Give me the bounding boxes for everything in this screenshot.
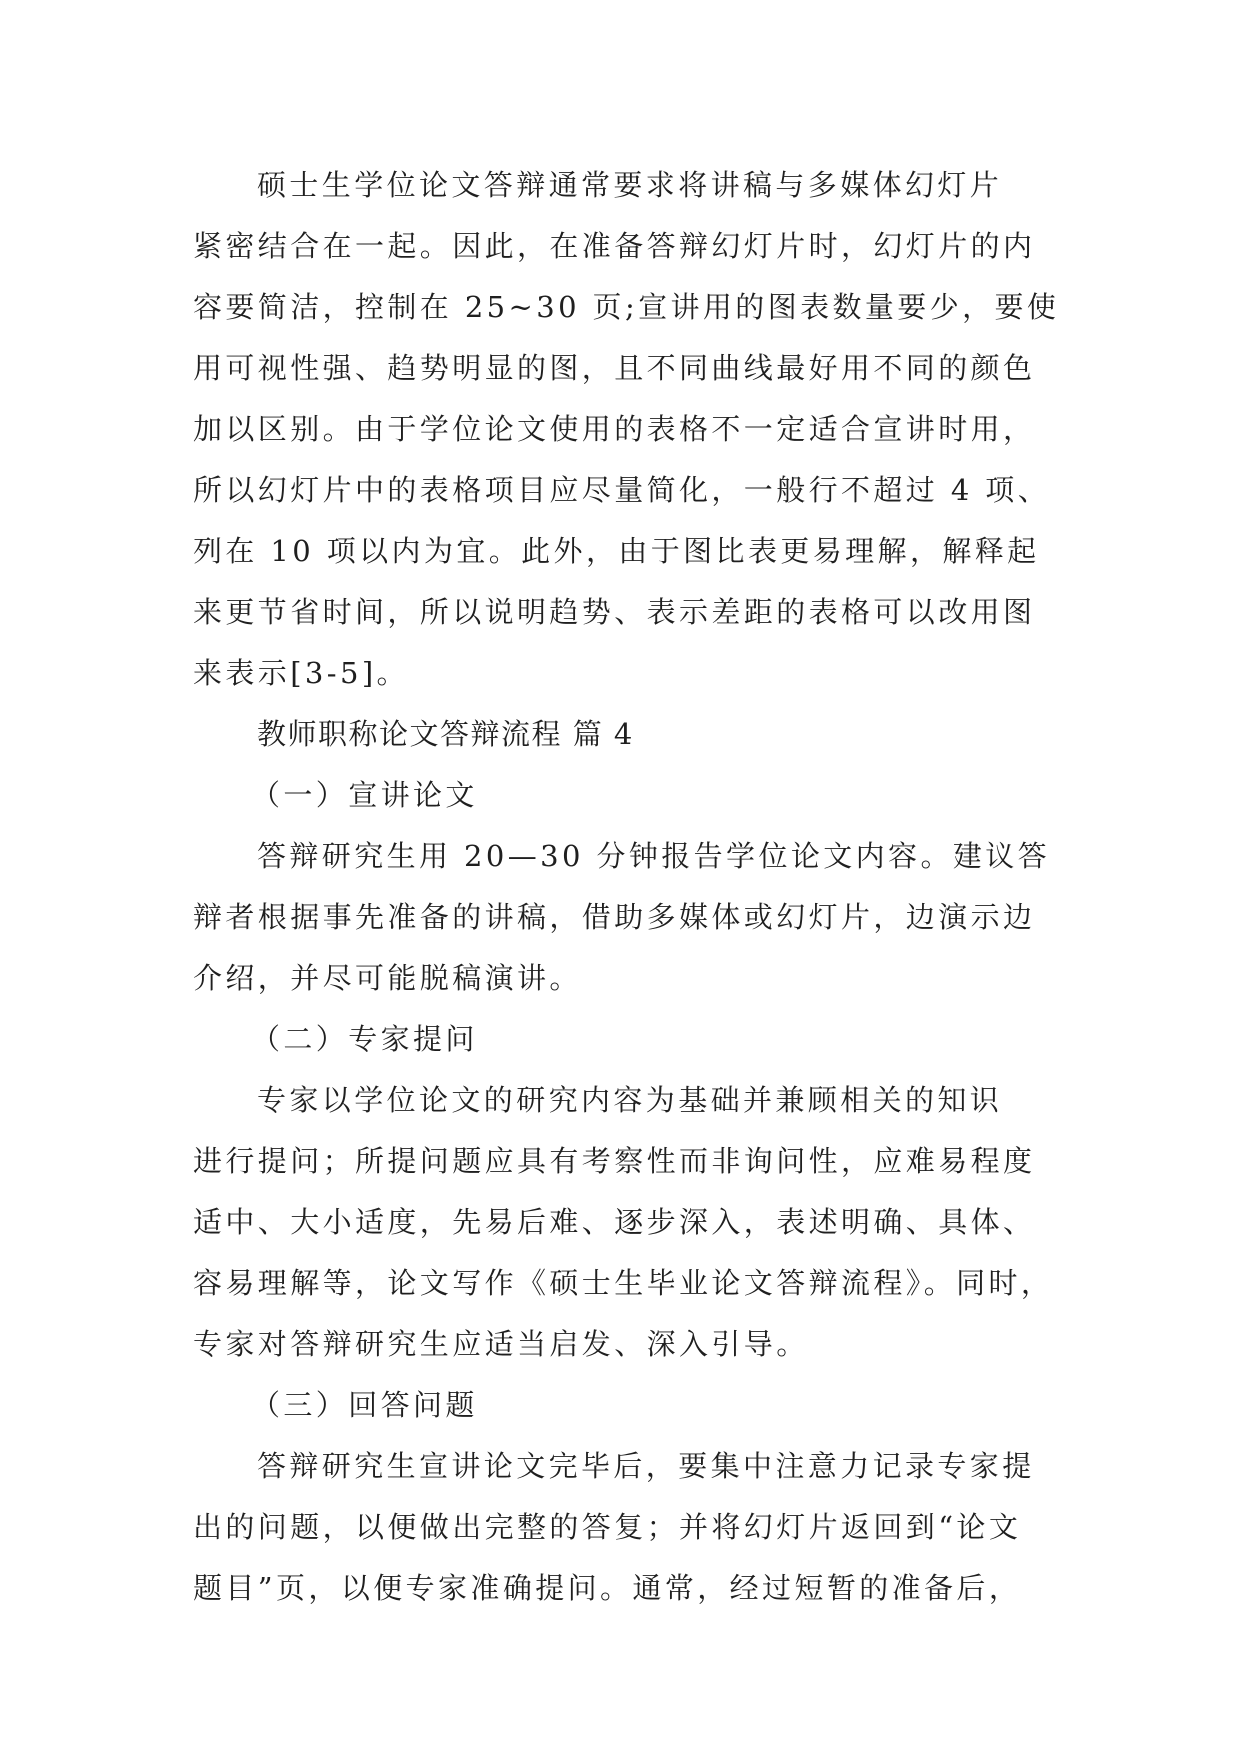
text-line: 答辩研究生用 20—30 分钟报告学位论文内容。建议答 xyxy=(257,839,1051,873)
text-line: 答辩研究生宣讲论文完毕后，要集中注意力记录专家提 xyxy=(257,1449,1035,1483)
text-line: 辩者根据事先准备的讲稿，借助多媒体或幻灯片，边演示边 xyxy=(193,900,1036,934)
subsection-title: （二）专家提问 xyxy=(251,1022,478,1056)
text-line: 适中、大小适度，先易后难、逐步深入，表述明确、具体、 xyxy=(193,1205,1036,1239)
text-line: 专家以学位论文的研究内容为基础并兼顾相关的知识 xyxy=(257,1083,1003,1117)
section-title: 教师职称论文答辩流程 篇 4 xyxy=(257,717,634,751)
text-line: 容要简洁，控制在 25~30 页;宣讲用的图表数量要少，要使 xyxy=(193,290,1060,324)
text-line: 进行提问；所提问题应具有考察性而非询问性，应难易程度 xyxy=(193,1144,1036,1178)
text-line: 容易理解等，论文写作《硕士生毕业论文答辩流程》。同时， xyxy=(193,1266,1054,1300)
text-line: 专家对答辩研究生应适当启发、深入引导。 xyxy=(193,1327,809,1361)
text-line: 硕士生学位论文答辩通常要求将讲稿与多媒体幻灯片 xyxy=(257,168,1003,202)
text-line: 出的问题，以便做出完整的答复；并将幻灯片返回到“论文 xyxy=(193,1510,1022,1544)
text-line: 用可视性强、趋势明显的图，且不同曲线最好用不同的颜色 xyxy=(193,351,1036,385)
text-line: 来更节省时间，所以说明趋势、表示差距的表格可以改用图 xyxy=(193,595,1036,629)
text-line: 紧密结合在一起。因此，在准备答辩幻灯片时，幻灯片的内 xyxy=(193,229,1036,263)
subsection-title: （一）宣讲论文 xyxy=(251,778,478,812)
paragraph xyxy=(193,1436,1061,1619)
text-line: 所以幻灯片中的表格项目应尽量简化，一般行不超过 4 项、 xyxy=(193,473,1051,507)
subsection-title: （三）回答问题 xyxy=(251,1388,478,1422)
text-line: 来表示[3-5]。 xyxy=(193,656,409,690)
paragraph xyxy=(193,826,1061,1009)
text-line: 列在 10 项以内为宜。此外，由于图比表更易理解，解释起 xyxy=(193,534,1040,568)
text-line: 加以区别。由于学位论文使用的表格不一定适合宣讲时用， xyxy=(193,412,1036,446)
text-line: 题目”页，以便专家准确提问。通常，经过短暂的准备后， xyxy=(193,1571,1022,1605)
paragraph xyxy=(193,155,1061,704)
paragraph xyxy=(193,1070,1061,1375)
document-body xyxy=(193,155,1061,1619)
text-line: 介绍，并尽可能脱稿演讲。 xyxy=(193,961,582,995)
